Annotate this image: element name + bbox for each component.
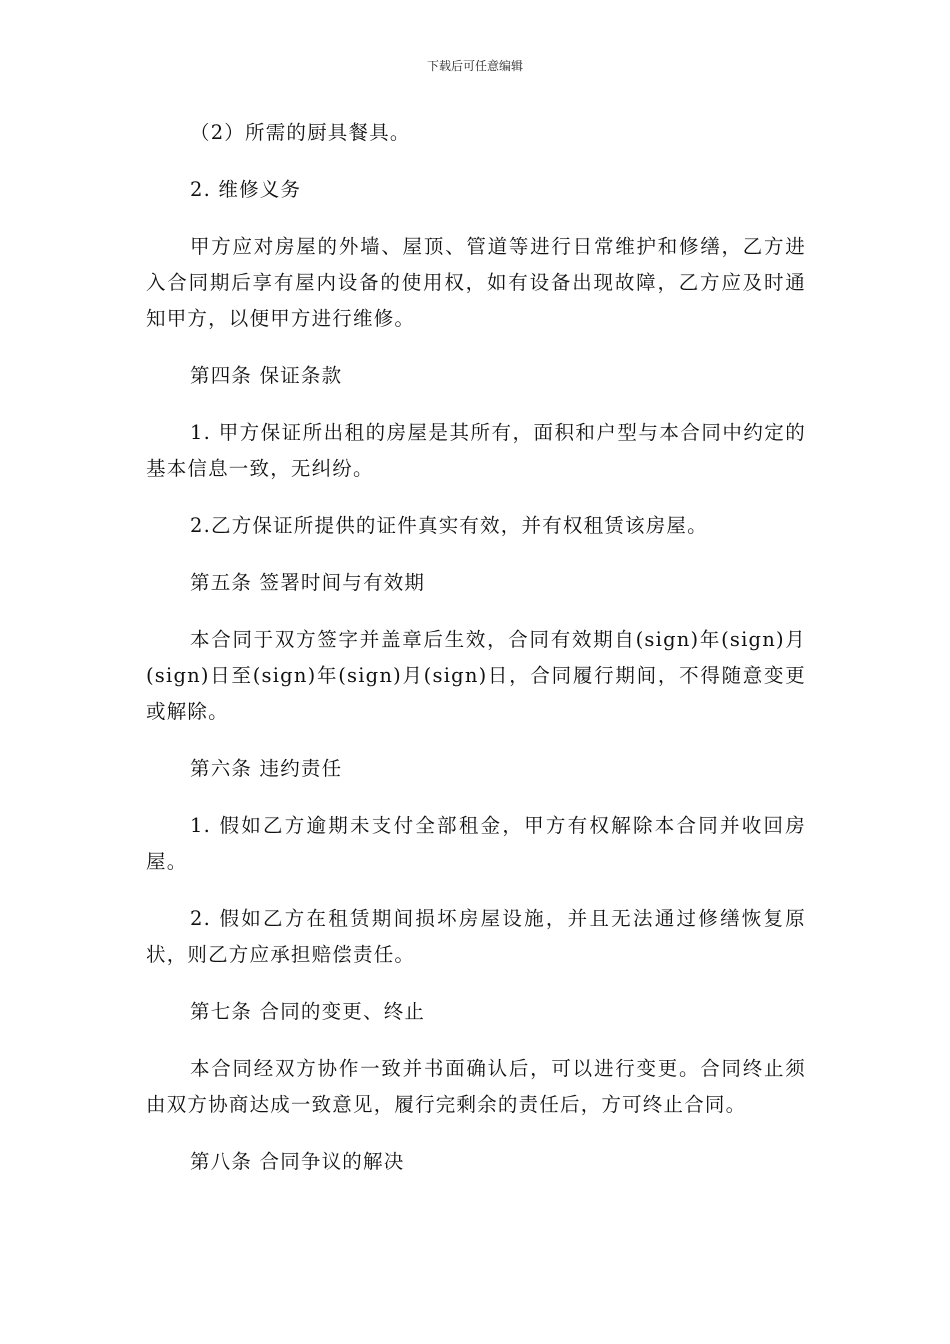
- paragraph-modification: 本合同经双方协作一致并书面确认后，可以进行变更。合同终止须由双方协商达成一致意见，履行完剩余的责任后，方可终止合同。: [146, 1057, 806, 1116]
- heading-article-5: 第五条 签署时间与有效期: [190, 571, 426, 594]
- heading-article-4: 第四条 保证条款: [190, 364, 343, 387]
- paragraph-validity: 本合同于双方签字并盖章后生效，合同有效期自(sign)年(sign)月(sign)日至(sign)年(sign)月(sign)日，合同履行期间，不得随意变更或解除。: [146, 628, 806, 723]
- paragraph-maintenance: 甲方应对房屋的外墙、屋顶、管道等进行日常维护和修缮，乙方进入合同期后享有屋内设备的使用权，如有设备出现故障，乙方应及时通知甲方，以便甲方进行维修。: [146, 235, 806, 330]
- heading-article-8: 第八条 合同争议的解决: [190, 1150, 405, 1173]
- heading-maintenance-duty: 2. 维修义务: [190, 178, 302, 201]
- paragraph-breach-1: 1. 假如乙方逾期未支付全部租金，甲方有权解除本合同并收回房屋。: [146, 814, 806, 873]
- heading-article-7: 第七条 合同的变更、终止: [190, 1000, 426, 1023]
- paragraph-guarantee-2: 2.乙方保证所提供的证件真实有效，并有权租赁该房屋。: [190, 514, 708, 537]
- paragraph-guarantee-1: 1. 甲方保证所出租的房屋是其所有，面积和户型与本合同中约定的基本信息一致，无纠纷。: [146, 421, 806, 480]
- heading-article-6: 第六条 违约责任: [190, 757, 343, 780]
- page-header-note: 下载后可任意编辑: [426, 59, 523, 73]
- paragraph-kitchenware: （2）所需的厨具餐具。: [190, 121, 411, 144]
- document-body: [146, 115, 806, 1201]
- paragraph-breach-2: 2. 假如乙方在租赁期间损坏房屋设施，并且无法通过修缮恢复原状，则乙方应承担赔偿责任。: [146, 907, 806, 966]
